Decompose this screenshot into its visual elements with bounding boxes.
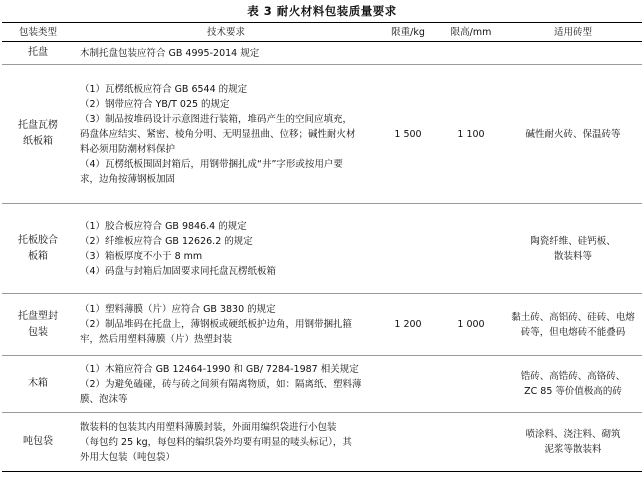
cell-applicable: 黏土砖、高铝砖、硅砖、电熔 砖等，但电熔砖不能叠码	[504, 294, 642, 356]
cell-tech: （1）塑料薄膜（片）应符合 GB 3830 的规定 （2）制品堆码在托盘上，薄钢板或硬纸板护边角，用钢带捆扎箍 牢，然后用塑料薄膜（片）热塑封装	[74, 294, 378, 356]
cell-applicable: 喷涂料、浇注料、砌筑 泥浆等散装料	[504, 413, 642, 472]
cell-weight: 1 200	[378, 294, 438, 356]
table-row	[2, 356, 642, 413]
cell-height	[438, 42, 504, 65]
cell-applicable: 碱性耐火砖、保温砖等	[504, 65, 642, 204]
cell-height	[438, 413, 504, 472]
cell-height	[438, 356, 504, 413]
header-height: 限高/mm	[438, 23, 504, 42]
packaging-requirements-table	[2, 22, 642, 472]
cell-applicable: 锆砖、高锆砖、高铬砖、 ZC 85 等价值极高的砖	[504, 356, 642, 413]
cell-tech: 木制托盘包装应符合 GB 4995-2014 规定	[74, 42, 378, 65]
cell-type: 木箱	[2, 356, 74, 413]
cell-type: 托盘塑封 包装	[2, 294, 74, 356]
cell-height	[438, 204, 504, 294]
table-row	[2, 65, 642, 204]
cell-weight	[378, 42, 438, 65]
cell-type: 托盘瓦楞 纸板箱	[2, 65, 74, 204]
cell-height: 1 000	[438, 294, 504, 356]
cell-tech: 散装料的包装其内用塑料薄膜封装，外面用编织袋进行小包装 （每包约 25 kg，每包料的编织袋外均要有明显的唛头标记），其 外用大包装（吨包袋）	[74, 413, 378, 472]
header-tech: 技术要求	[74, 23, 378, 42]
header-weight: 限重/kg	[378, 23, 438, 42]
cell-type: 托板胶合 板箱	[2, 204, 74, 294]
cell-tech: （1）瓦楞纸板应符合 GB 6544 的规定 （2）钢带应符合 YB/T 025 的规定 （3）制品按堆码设计示意图进行装箱，堆码产生的空间应填充， 码盘体应结实、紧密、棱角分明、无明显扭曲、位移；碱性耐火材 料必须用防潮材料保护 （4）瓦楞纸板围固封箱后，用钢带捆扎成“井”字形或按用户要 求，边角按薄钢板加固	[74, 65, 378, 204]
table-row	[2, 413, 642, 472]
cell-applicable	[504, 42, 642, 65]
cell-weight	[378, 356, 438, 413]
table-title: 表 3 耐火材料包装质量要求	[247, 4, 397, 18]
cell-tech: （1）胶合板应符合 GB 9846.4 的规定 （2）纤维板应符合 GB 12626.2 的规定 （3）箱板厚度不小于 8 mm （4）码盘与封箱后加固要求同托盘瓦楞纸板箱	[74, 204, 378, 294]
cell-weight: 1 500	[378, 65, 438, 204]
cell-weight	[378, 413, 438, 472]
header-row	[2, 23, 642, 42]
cell-applicable: 陶瓷纤维、硅钙板、 散装料等	[504, 204, 642, 294]
cell-type: 托盘	[2, 42, 74, 65]
cell-tech: （1）木箱应符合 GB 12464-1990 和 GB/ 7284-1987 相关规定 （2）为避免磕碰，砖与砖之间须有隔离物质，如：隔离纸、塑料薄 膜、泡沫等	[74, 356, 378, 413]
cell-weight	[378, 204, 438, 294]
cell-height: 1 100	[438, 65, 504, 204]
header-applicable: 适用砖型	[504, 23, 642, 42]
header-type: 包装类型	[2, 23, 74, 42]
table-row	[2, 42, 642, 65]
table-row	[2, 204, 642, 294]
table-row	[2, 294, 642, 356]
cell-type: 吨包袋	[2, 413, 74, 472]
